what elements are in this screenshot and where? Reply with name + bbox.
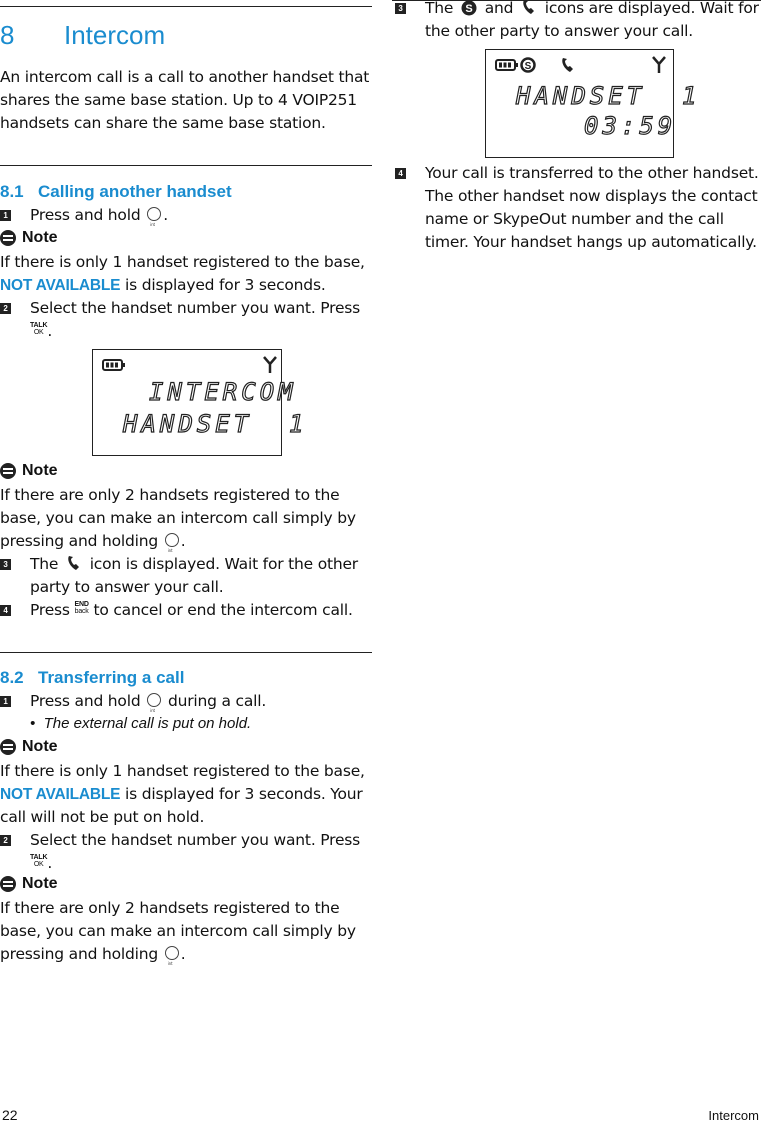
section-title: Transferring a call (38, 668, 185, 687)
footer-section: Intercom (708, 1108, 759, 1123)
end-back-key-icon: END back (74, 601, 89, 615)
note-text-a: If there is only 1 handset registered to the base, (0, 762, 365, 780)
note-text: If there are only 2 handsets registered to the base, you can make an intercom call simply by pressing and holding int . (0, 484, 372, 553)
not-available-text: NOT AVAILABLE (0, 786, 121, 803)
note-heading (0, 462, 58, 480)
step-text: Press and hold (30, 206, 141, 224)
intercom-key-icon (165, 533, 179, 547)
step-3 (0, 553, 372, 599)
phone-handset-icon (521, 0, 537, 16)
svg-text:S: S (524, 61, 532, 72)
lcd-display-intercom (92, 349, 308, 456)
step-1 (0, 690, 372, 713)
step-text-b: to cancel or end the intercom call. (93, 601, 353, 619)
lcd-display-transfer (485, 49, 701, 158)
note-text-a: If there are only 2 handsets registered to the base, you can make an intercom call simply by pressing and holding (0, 899, 356, 963)
note-text-b: is displayed for 3 seconds. Your call will not be put on hold. (0, 785, 363, 826)
step-2 (0, 829, 372, 875)
step-text-end: . (47, 322, 53, 340)
section-heading-8-2 (0, 668, 184, 688)
note-text: If there are only 2 handsets registered to the base, you can make an intercom call simply by pressing and holding int . (0, 897, 372, 966)
bullet-text: The external call is put on hold. (43, 715, 252, 732)
battery-icon (102, 359, 126, 371)
talk-ok-key-icon: TALK OK (30, 322, 48, 336)
note-text-a: If there is only 1 handset registered to the base, (0, 253, 365, 271)
section-number: 8.1 (0, 182, 24, 201)
note-icon (0, 463, 16, 479)
step-number-badge: 3 (0, 559, 11, 570)
step-text: Select the handset number you want. Press (30, 831, 361, 849)
note-text-a: If there are only 2 handsets registered to the base, you can make an intercom call simply by pressing and holding (0, 486, 356, 550)
svg-text:S: S (465, 3, 473, 15)
step-1 (0, 204, 372, 227)
chapter-number: 8 (0, 20, 15, 50)
step-text-end: . (47, 854, 53, 872)
intro-paragraph: An intercom call is a call to another handset that shares the same base station. Up to 4 VOIP251 handsets can share the same base station. (0, 68, 370, 132)
step-text-b: icon is displayed. Wait for the other party to answer your call. (30, 555, 358, 596)
step-number-badge: 1 (0, 210, 11, 221)
step-number-badge: 4 (0, 605, 11, 616)
lcd-line-1: HANDSET 1 (516, 82, 701, 110)
step-text-end: . (163, 206, 168, 224)
step-4 (0, 599, 372, 622)
note-label: Note (22, 738, 58, 755)
bullet-dot: • (30, 715, 44, 732)
section-heading-8-1 (0, 182, 232, 202)
talk-ok-key-icon: TALK OK (30, 854, 48, 868)
note-text-b: is displayed for 3 seconds. (124, 276, 326, 294)
page-number: 22 (2, 1107, 18, 1123)
battery-icon (495, 59, 519, 71)
note-heading (0, 738, 58, 756)
step-text-b: icons are displayed. Wait for the other party to answer your call. (425, 0, 759, 40)
note-icon (0, 230, 16, 246)
step-number-badge: 4 (395, 168, 406, 179)
section-number: 8.2 (0, 668, 24, 687)
step-text: The (30, 555, 59, 573)
step-text: Select the handset number you want. Press (30, 299, 361, 317)
phone-handset-icon (560, 56, 576, 74)
lcd-line-1: INTERCOM (149, 378, 297, 406)
intercom-key-icon (147, 693, 161, 707)
section-rule (0, 165, 372, 166)
lcd-line-2: HANDSET 1 (123, 410, 308, 438)
chapter-title: Intercom (64, 20, 166, 50)
bullet-item (30, 715, 251, 732)
top-rule (0, 6, 372, 7)
note-label: Note (22, 229, 58, 246)
note-heading (0, 875, 58, 893)
section-title: Calling another handset (38, 182, 232, 201)
step-number-badge: 2 (0, 835, 11, 846)
section-rule (0, 652, 372, 653)
skype-icon (520, 57, 536, 73)
intercom-key-icon (147, 207, 161, 221)
step-text: The (425, 0, 454, 17)
step-4 (395, 162, 761, 254)
step-number-badge: 3 (395, 3, 406, 14)
step-text: Press (30, 601, 70, 619)
note-text (0, 251, 372, 297)
signal-antenna-icon (652, 56, 666, 74)
note-label: Note (22, 875, 58, 892)
signal-antenna-icon (263, 356, 277, 374)
step-text: Your call is transferred to the other handset. The other handset now displays the contact name or SkypeOut number and the call timer. Your handset hangs up automatically. (425, 164, 759, 251)
step-number-badge: 2 (0, 303, 11, 314)
skype-icon (461, 0, 477, 16)
step-text-mid: and (484, 0, 514, 17)
not-available-text: NOT AVAILABLE (0, 277, 121, 294)
step-text: Press and hold (30, 692, 141, 710)
note-label: Note (22, 462, 58, 479)
note-icon (0, 876, 16, 892)
lcd-line-2: 03:59 (584, 112, 677, 140)
note-text (0, 760, 372, 829)
step-text-end: during a call. (167, 692, 267, 710)
note-icon (0, 739, 16, 755)
intercom-key-icon (165, 946, 179, 960)
step-number-badge: 1 (0, 696, 11, 707)
note-heading (0, 229, 58, 247)
phone-handset-icon (66, 554, 82, 572)
step-2 (0, 297, 372, 343)
step-3 (395, 0, 761, 43)
